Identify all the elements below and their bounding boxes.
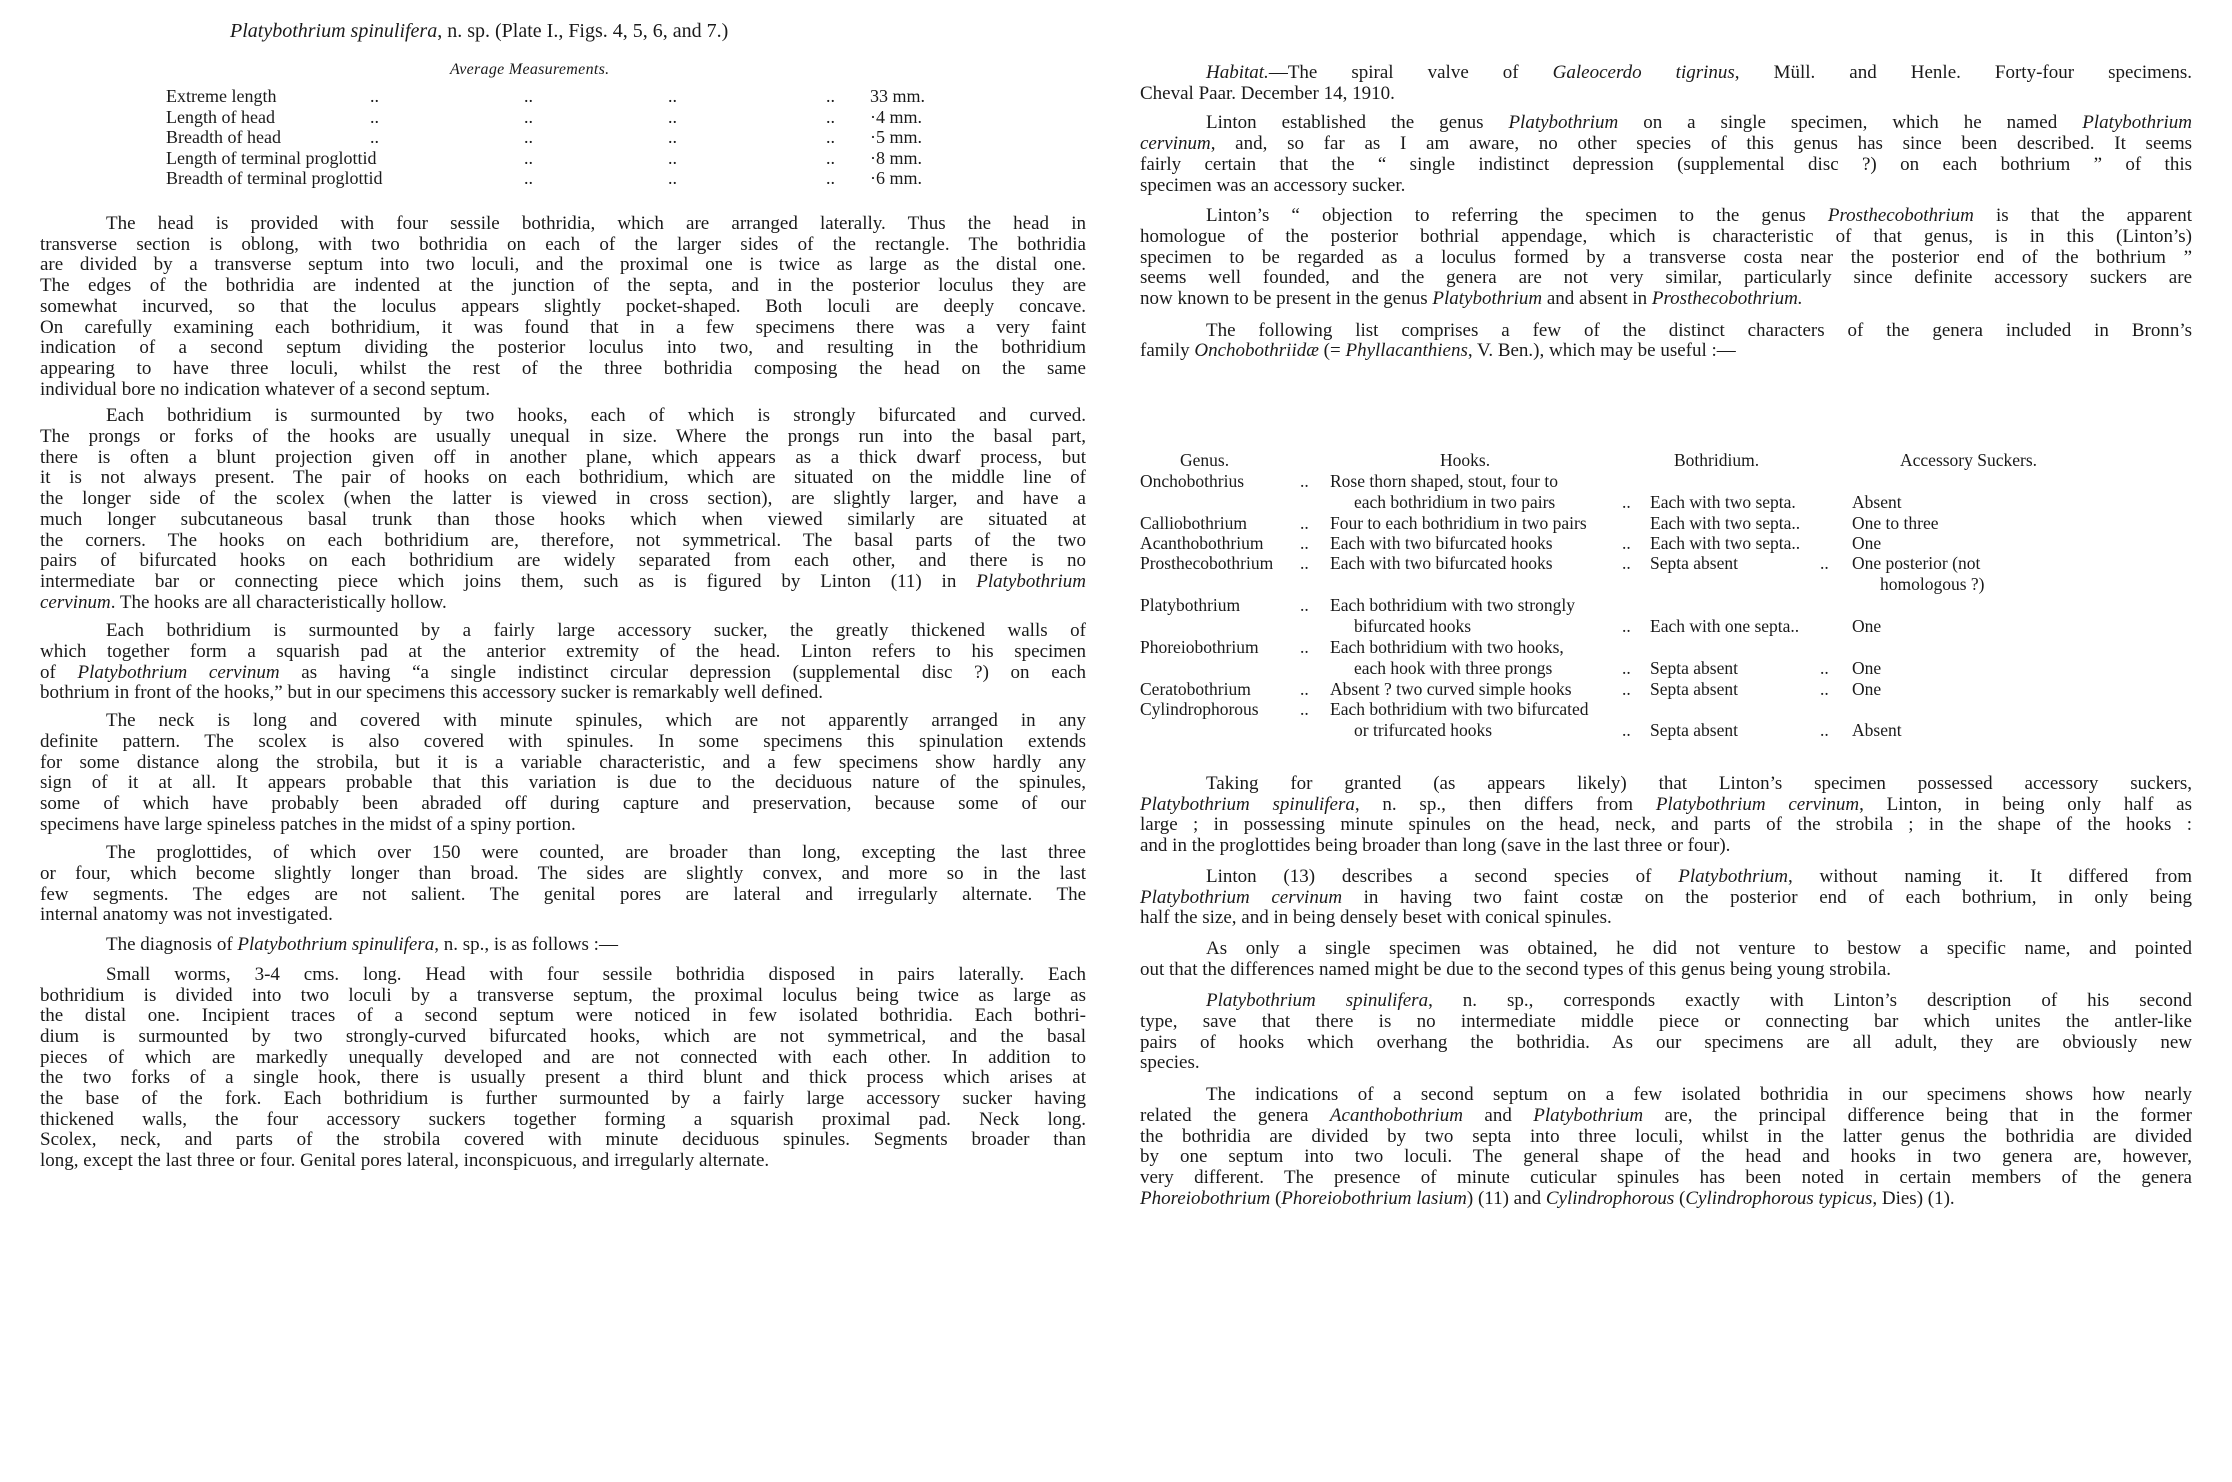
text-run: internal anatomy was not investigated. xyxy=(40,904,333,926)
text-run: some of which have probably been abraded off during capture and preservation, because some of our xyxy=(40,792,1086,814)
hooks-cell: Rose thorn shaped, stout, four to xyxy=(1330,471,1558,491)
text-run: , Müll. and Henle. Forty-four specimens. xyxy=(1734,62,2192,83)
text-line xyxy=(1206,320,2192,341)
leader-dots: .. xyxy=(1820,553,1829,573)
suckers-cell: One xyxy=(1852,533,1882,553)
measurement-label: Length of head xyxy=(166,107,275,127)
table-header: Genus. xyxy=(1180,450,1230,470)
text-run: ) (11) and xyxy=(1466,1187,1546,1209)
text-run: much longer subcutaneous basal trunk than those hooks which when viewed similarly are situated at xyxy=(40,508,1086,530)
text-run: , Linton, in being only half as xyxy=(1859,793,2192,815)
measurements-heading: Average Measurements. xyxy=(450,61,610,78)
suckers-cell: Absent xyxy=(1852,719,1902,740)
text-run: bothrium in front of the hooks,” but in our specimens this accessory sucker is remarkably well defined. xyxy=(40,682,824,704)
text-line xyxy=(1140,340,2192,361)
text-line xyxy=(40,317,1086,338)
text-run: The diagnosis of xyxy=(106,934,238,956)
hooks-cell: Each bothridium with two strongly xyxy=(1330,595,1575,615)
text-run: appearing to have three loculi, whilst the rest of the three bothridia composing the head on the same xyxy=(40,357,1086,379)
text-run: The proglottides, of which over 150 were counted, are broader than long, excepting the last three xyxy=(106,842,1086,864)
measurement-label: Length of terminal proglottid xyxy=(166,148,377,168)
text-run: now known to be present in the genus xyxy=(1140,288,1433,309)
text-run: The head is provided with four sessile bothridia, which are arranged laterally. Thus the head in xyxy=(106,213,1086,234)
hooks-cell: Each with two bifurcated hooks xyxy=(1330,533,1553,553)
leader-dots: .. xyxy=(1300,595,1309,615)
text-run: indication of a second septum dividing the posterior loculus into two, and resulting in the bothridium xyxy=(40,337,1086,359)
italic-term: Platybothrium xyxy=(1678,865,1788,887)
genus-cell: Cylindrophorous xyxy=(1140,699,1259,719)
text-line xyxy=(40,1129,1086,1150)
text-run: , n. sp., then differs from xyxy=(1354,793,1656,815)
text-run: (= xyxy=(1318,340,1346,362)
bothridium-cell: Each with two septa.. xyxy=(1650,533,1801,553)
italic-term: Onchobothriidæ xyxy=(1194,340,1319,362)
suckers-cell: One xyxy=(1852,679,1882,699)
leader-dots: .. xyxy=(1820,657,1829,678)
text-run: , n. sp., corresponds exactly with Linton’s description of his second xyxy=(1428,990,2193,1012)
text-line xyxy=(1140,154,2192,175)
hooks-cell: Four to each bothridium in two pairs xyxy=(1330,513,1587,533)
suckers-cell: One xyxy=(1852,657,1882,678)
text-run: or four, which become slightly longer than broad. The sides are slightly convex, and more so in the last xyxy=(40,863,1086,884)
text-line xyxy=(1140,794,2192,815)
text-line xyxy=(40,1088,1086,1109)
leader-dots: .. xyxy=(370,127,379,147)
text-line xyxy=(1140,1167,2192,1188)
text-line xyxy=(1140,247,2192,268)
text-line xyxy=(40,426,1086,447)
text-run: , and, so far as I am aware, no other species of this genus has since been described. It seems xyxy=(1210,133,2192,155)
text-line xyxy=(1206,1084,2192,1105)
leader-dots: .. xyxy=(1300,699,1309,719)
text-run: Taking for granted (as appears likely) that Linton’s specimen possessed accessory suckers, xyxy=(1206,773,2192,794)
text-line xyxy=(40,275,1086,296)
text-run: long, except the last three or four. Genital pores lateral, inconspicuous, and irregularly alternate. xyxy=(40,1150,770,1172)
italic-term: Prosthecobothrium. xyxy=(1651,288,1803,309)
italic-term: cervinum xyxy=(40,591,111,613)
text-line xyxy=(1140,1011,2192,1032)
text-run: the base of the fork. Each bothridium is further surmounted by a fairly large accessory sucker having xyxy=(40,1088,1086,1109)
text-line xyxy=(40,1047,1086,1068)
text-run: , n. sp. (Plate I., Figs. 4, 5, 6, and 7.) xyxy=(437,20,729,42)
suckers-cell: One posterior (not xyxy=(1852,553,1981,573)
text-line xyxy=(1206,866,2192,887)
measurement-label: Extreme length xyxy=(166,86,277,106)
italic-term: Prosthecobothrium xyxy=(1827,205,1974,227)
genus-cell: Prosthecobothrium xyxy=(1140,553,1274,573)
text-run: by one septum into two loculi. The general shape of the head and hooks in two genera are, however, xyxy=(1140,1146,2192,1168)
text-run: The following list comprises a few of the distinct characters of the genera included in Bronn’s xyxy=(1206,319,2192,341)
leader-dots: .. xyxy=(826,168,835,188)
leader-dots: .. xyxy=(1622,491,1631,512)
italic-term: cervinum xyxy=(1140,133,1211,155)
text-run: As only a single specimen was obtained, he did not venture to bestow a specific name, and pointed xyxy=(1206,937,2192,959)
italic-term: Platybothrium xyxy=(1533,1104,1644,1126)
text-run: specimens have large spineless patches in the midst of a spiny portion. xyxy=(40,813,576,835)
text-run: . The hooks are all characteristically hollow. xyxy=(110,591,447,613)
italic-term: Platybothrium xyxy=(976,570,1086,592)
text-run: the longer side of the scolex (when the latter is viewed in cross section), are slightly larger, and have a xyxy=(40,488,1086,510)
leader-dots: .. xyxy=(826,127,835,147)
text-line xyxy=(1140,907,2192,928)
italic-term: Platybothrium xyxy=(1432,288,1543,309)
italic-term: Phoreiobothrium lasium xyxy=(1281,1187,1467,1209)
text-run: are, the principal difference being that in the former xyxy=(1643,1104,2192,1126)
leader-dots: .. xyxy=(370,107,379,127)
text-line xyxy=(40,1026,1086,1047)
text-run: the distal one. Incipient traces of a second septum were noticed in few isolated bothridia. Each bothri- xyxy=(40,1005,1086,1027)
italic-term: Acanthobothrium xyxy=(1329,1104,1463,1126)
text-line xyxy=(1140,267,2192,288)
suckers-cell: Absent xyxy=(1852,491,1902,512)
text-line xyxy=(40,550,1086,571)
text-line xyxy=(106,842,1086,863)
text-line xyxy=(40,884,1086,905)
hooks-cell: Absent ? two curved simple hooks xyxy=(1330,679,1572,699)
text-line xyxy=(40,234,1086,255)
section-title xyxy=(230,20,728,42)
text-line xyxy=(1206,773,2192,794)
text-run: definite pattern. The scolex is also covered with spinules. In some specimens this spinulation extends xyxy=(40,730,1086,752)
text-run: in having two faint costæ on the posterior end of each bothrium, in only being xyxy=(1342,886,2192,908)
text-run: species. xyxy=(1140,1052,1200,1074)
italic-term: Phoreiobothrium xyxy=(1140,1187,1271,1209)
text-run: sign of it at all. It appears probable that this variation is due to the deciduous nature of the spinules, xyxy=(40,772,1086,794)
text-line xyxy=(40,509,1086,530)
text-run: specimen to be regarded as a loculus formed by a transverse costa near the posterior end of the bothrium ” xyxy=(1140,246,2192,268)
text-line xyxy=(1206,205,2192,226)
text-line xyxy=(106,710,1086,731)
text-run: bothridium is divided into two loculi by a transverse septum, the proximal loculus being twice as large as xyxy=(40,984,1086,1006)
text-line xyxy=(1140,1105,2192,1126)
leader-dots: .. xyxy=(524,127,533,147)
leader-dots: .. xyxy=(1622,533,1631,553)
hooks-cell: Each bothridium with two hooks, xyxy=(1330,637,1564,657)
leader-dots: .. xyxy=(1622,657,1631,678)
italic-term: Platybothrium cervinum xyxy=(1655,793,1860,815)
text-line xyxy=(1140,226,2192,247)
text-run: , Dies) (1). xyxy=(1872,1187,1955,1209)
text-run: , without naming it. It differed from xyxy=(1788,865,2192,887)
text-run: pairs of hooks which overhang the bothridia. As our specimens are all adult, they are obviously new xyxy=(1140,1031,2192,1053)
italic-term: Platybothrium cervinum xyxy=(77,661,280,683)
text-run: of xyxy=(40,661,78,683)
text-line xyxy=(1140,1126,2192,1147)
text-line xyxy=(40,358,1086,379)
measurement-value: 33 mm. xyxy=(870,86,926,106)
italic-term: Platybothrium spinulifera xyxy=(1140,793,1355,815)
leader-dots: .. xyxy=(1622,719,1631,740)
text-line xyxy=(1206,990,2192,1011)
leader-dots: .. xyxy=(1300,471,1309,491)
suckers-cell: One to three xyxy=(1852,513,1939,533)
text-run: family xyxy=(1140,340,1195,362)
text-line xyxy=(40,1005,1086,1026)
genus-cell: Phoreiobothrium xyxy=(1140,637,1259,657)
text-run: ( xyxy=(1270,1187,1282,1209)
italic-term: Platybothrium spinulifera xyxy=(1206,990,1429,1012)
text-run: there is often a blunt projection given off in another plane, which appears as a thick dwarf process, but xyxy=(40,446,1086,468)
text-line xyxy=(106,964,1086,985)
text-run: half the size, and in being densely beset with conical spinules. xyxy=(1140,907,1612,929)
leader-dots: .. xyxy=(1300,553,1309,573)
text-run: intermediate bar or connecting piece which joins them, such as is figured by Linton (11) in xyxy=(40,570,977,592)
measurement-value: ·5 mm. xyxy=(870,127,922,147)
text-line xyxy=(40,662,1086,683)
text-run: related the genera xyxy=(1140,1104,1330,1126)
measurement-value: ·6 mm. xyxy=(870,168,922,188)
leader-dots: .. xyxy=(668,168,677,188)
text-line xyxy=(1140,175,2192,196)
text-line xyxy=(1140,1146,2192,1167)
text-line xyxy=(40,752,1086,773)
text-line xyxy=(40,863,1086,884)
text-run: few segments. The edges are not salient. The genital pores are lateral and irregularly alternate. The xyxy=(40,883,1086,905)
text-line xyxy=(40,1067,1086,1088)
table-header: Bothridium. xyxy=(1674,450,1760,470)
text-line xyxy=(40,467,1086,488)
text-run: and in the proglottides being broader than long (save in the last three or four). xyxy=(1140,835,1731,857)
leader-dots: .. xyxy=(668,86,677,106)
text-line xyxy=(40,488,1086,509)
text-line xyxy=(40,814,1086,835)
text-run: thickened walls, the four accessory suckers together forming a squarish proximal pad. Neck long. xyxy=(40,1108,1086,1130)
text-line xyxy=(1140,959,2192,980)
text-line xyxy=(40,254,1086,275)
measurement-value: ·8 mm. xyxy=(870,148,922,168)
text-run: Linton (13) describes a second species of xyxy=(1206,865,1679,887)
text-line xyxy=(40,904,1086,925)
text-run: , n. sp., is as follows :— xyxy=(434,934,618,956)
text-run: very different. The presence of minute cuticular spinules has been noted in certain members of the genera xyxy=(1140,1166,2192,1188)
hooks-cell: or trifurcated hooks xyxy=(1354,719,1493,740)
text-run: the two forks of a single hook, there is usually present a third blunt and thick process which arises at xyxy=(40,1067,1086,1089)
italic-term: Cylindrophorous typicus xyxy=(1685,1187,1873,1209)
text-line xyxy=(1206,62,2192,83)
text-line xyxy=(1140,1052,2192,1073)
text-run: Cheval Paar. December 14, 1910. xyxy=(1140,82,1395,104)
genus-cell: Onchobothrius xyxy=(1140,471,1245,491)
text-line xyxy=(1140,288,2192,309)
hooks-cell: each bothridium in two pairs xyxy=(1354,491,1556,512)
table-header: Accessory Suckers. xyxy=(1900,450,2038,470)
text-run: somewhat incurved, so that the loculus appears slightly pocket-shaped. Both loculi are deeply concave. xyxy=(40,295,1086,317)
bothridium-cell: Septa absent xyxy=(1650,553,1738,573)
bothridium-cell: Each with two septa. xyxy=(1650,491,1796,512)
text-line xyxy=(40,296,1086,317)
text-run: type, save that there is no intermediate middle piece or connecting bar which unites the antler-like xyxy=(1140,1011,2192,1032)
italic-term: Platybothrium xyxy=(2082,112,2192,134)
text-run: out that the differences named might be due to the second types of this genus being young strobila. xyxy=(1140,958,1892,980)
text-run: Linton established the genus xyxy=(1206,112,1509,134)
text-run: large ; in possessing minute spinules on the head, neck, and parts of the strobila ; in the shape of the hooks : xyxy=(1140,814,2192,836)
text-line xyxy=(40,682,1086,703)
text-run: the bothridia are divided by two septa into three loculi, whilst in the latter genus the bothridia are divided xyxy=(1140,1125,2192,1147)
text-run: Each bothridium is surmounted by a fairly large accessory sucker, the greatly thickened walls of xyxy=(106,620,1086,642)
leader-dots: .. xyxy=(826,148,835,168)
italic-term: Cylindrophorous xyxy=(1545,1187,1675,1209)
text-line xyxy=(40,337,1086,358)
text-run: Linton’s “ objection to referring the specimen to the genus xyxy=(1206,205,1828,227)
genus-cell: Platybothrium xyxy=(1140,595,1241,615)
text-run: The edges of the bothridia are indented at the junction of the septa, and in the posterior loculus they are xyxy=(40,275,1086,297)
text-line xyxy=(1140,835,2192,856)
leader-dots: .. xyxy=(1622,615,1631,636)
leader-dots: .. xyxy=(1300,533,1309,553)
text-line xyxy=(40,379,1086,400)
bothridium-cell: Septa absent xyxy=(1650,657,1738,678)
italic-term: Platybothrium spinulifera xyxy=(237,934,435,956)
text-line xyxy=(106,934,1086,955)
hooks-cell: Each bothridium with two bifurcated xyxy=(1330,699,1589,719)
leader-dots: .. xyxy=(826,107,835,127)
leader-dots: .. xyxy=(524,107,533,127)
leader-dots: .. xyxy=(1300,679,1309,699)
text-run: and absent in xyxy=(1542,288,1652,309)
measurement-label: Breadth of terminal proglottid xyxy=(166,168,383,188)
text-line xyxy=(1206,112,2192,133)
text-run: Scolex, neck, and parts of the strobila covered with minute deciduous spinules. Segments broader than xyxy=(40,1129,1086,1151)
text-run: The indications of a second septum on a few isolated bothridia in our specimens shows how nearly xyxy=(1206,1084,2192,1106)
leader-dots: .. xyxy=(668,148,677,168)
text-line xyxy=(40,985,1086,1006)
text-line xyxy=(1140,887,2192,908)
text-run: , V. Ben.), which may be useful :— xyxy=(1467,340,1736,362)
italic-term: Platybothrium spinulifera xyxy=(230,20,438,42)
hooks-cell: each hook with three prongs xyxy=(1354,657,1553,678)
text-line xyxy=(1140,1032,2192,1053)
text-run: it is not always present. The pair of hooks on each bothridium, which are situated on the middle line of xyxy=(40,467,1086,489)
text-line xyxy=(1206,938,2192,959)
genus-cell: Ceratobothrium xyxy=(1140,679,1251,699)
leader-dots: .. xyxy=(668,107,677,127)
text-line xyxy=(1140,133,2192,154)
bothridium-cell: Septa absent xyxy=(1650,679,1738,699)
italic-term: Phyllacanthiens xyxy=(1345,340,1468,362)
text-run: The prongs or forks of the hooks are usually unequal in size. Where the prongs run into the basal part, xyxy=(40,426,1086,447)
hooks-cell: bifurcated hooks xyxy=(1354,615,1472,636)
text-line xyxy=(106,405,1086,426)
italic-term: Galeocerdo tigrinus xyxy=(1552,62,1735,83)
text-run: which together form a squarish pad at the anterior extremity of the head. Linton refers to his specimen xyxy=(40,641,1086,662)
text-line xyxy=(40,447,1086,468)
leader-dots: .. xyxy=(1622,553,1631,573)
text-line xyxy=(1140,1188,2192,1209)
text-line xyxy=(106,620,1086,641)
text-run: Small worms, 3-4 cms. long. Head with four sessile bothridia disposed in pairs laterally. Each xyxy=(106,963,1086,985)
italic-term: Platybothrium cervinum xyxy=(1140,886,1343,908)
suckers-cell: homologous ?) xyxy=(1880,573,1985,594)
italic-term: Platybothrium xyxy=(1508,112,1619,134)
hooks-cell: Each with two bifurcated hooks xyxy=(1330,553,1553,573)
bothridium-cell: Each with one septa.. xyxy=(1650,615,1800,636)
text-run: pairs of bifurcated hooks on each bothridium are widely separated from each other, and there is no xyxy=(40,550,1086,572)
text-run: dium is surmounted by two strongly-curved bifurcated hooks, which are not symmetrical, and the basal xyxy=(40,1025,1086,1047)
text-line xyxy=(40,530,1086,551)
italic-term: Habitat. xyxy=(1206,62,1269,83)
leader-dots: .. xyxy=(1300,513,1309,533)
text-line xyxy=(40,592,1086,613)
measurement-label: Breadth of head xyxy=(166,127,281,147)
text-line xyxy=(1140,83,2192,104)
table-header: Hooks. xyxy=(1440,450,1491,470)
text-line xyxy=(40,793,1086,814)
text-run: Each bothridium is surmounted by two hooks, each of which is strongly bifurcated and curved. xyxy=(106,405,1086,427)
leader-dots: .. xyxy=(1300,637,1309,657)
text-line xyxy=(40,772,1086,793)
leader-dots: .. xyxy=(826,86,835,106)
suckers-cell: One xyxy=(1852,615,1882,636)
text-run: On carefully examining each bothridium, it was found that in a few specimens there was a very faint xyxy=(40,316,1086,338)
text-run: individual bore no indication whatever of a second septum. xyxy=(40,378,491,400)
text-line xyxy=(40,1150,1086,1171)
text-run: pieces of which are markedly unequally developed and are not connected with each other. In addition to xyxy=(40,1046,1086,1068)
text-run: homologue of the posterior bothrial appendage, which is characteristic of that genus, is in this (Linton’s) xyxy=(1140,225,2192,247)
text-run: transverse section is oblong, with two bothridia on each of the larger sides of the rectangle. The bothridia xyxy=(40,233,1086,255)
bothridium-cell: Septa absent xyxy=(1650,719,1738,740)
text-run: is that the apparent xyxy=(1973,205,2192,227)
text-line xyxy=(40,731,1086,752)
text-run: are divided by a transverse septum into two loculi, and the proximal one is twice as large as the distal one. xyxy=(40,254,1086,276)
text-run: ( xyxy=(1674,1187,1686,1209)
leader-dots: .. xyxy=(668,127,677,147)
measurement-value: ·4 mm. xyxy=(870,107,922,127)
text-run: fairly certain that the “ single indistinct depression (supplemental disc ?) on each bothrium ” of this xyxy=(1140,153,2192,175)
genus-cell: Acanthobothrium xyxy=(1140,533,1264,553)
text-line xyxy=(40,571,1086,592)
genus-cell: Calliobothrium xyxy=(1140,513,1247,533)
text-run: as having “a single indistinct circular depression (supplemental disc ?) on each xyxy=(279,661,1087,683)
leader-dots: .. xyxy=(370,86,379,106)
text-run: the corners. The hooks on each bothridium are, therefore, not symmetrical. The basal parts of the two xyxy=(40,529,1086,551)
text-line xyxy=(40,1109,1086,1130)
leader-dots: .. xyxy=(1820,719,1829,740)
text-run: and xyxy=(1462,1104,1534,1126)
text-run: on a single specimen, which he named xyxy=(1618,112,2083,134)
leader-dots: .. xyxy=(524,148,533,168)
leader-dots: .. xyxy=(1820,679,1829,699)
text-line xyxy=(40,641,1086,662)
text-run: specimen was an accessory sucker. xyxy=(1140,174,1406,196)
leader-dots: .. xyxy=(524,168,533,188)
text-run: The neck is long and covered with minute spinules, which are not apparently arranged in any xyxy=(106,710,1086,732)
leader-dots: .. xyxy=(1622,679,1631,699)
text-run: —The spiral valve of xyxy=(1268,62,1553,83)
bothridium-cell: Each with two septa.. xyxy=(1650,513,1801,533)
text-line xyxy=(1140,814,2192,835)
text-line xyxy=(106,213,1086,234)
leader-dots: .. xyxy=(524,86,533,106)
text-run: seems well founded, and the genera are not very similar, particularly since definite accessory suckers are xyxy=(1140,267,2192,289)
text-run: for some distance along the strobila, but it is a variable characteristic, and a few specimens show hardly any xyxy=(40,751,1086,773)
